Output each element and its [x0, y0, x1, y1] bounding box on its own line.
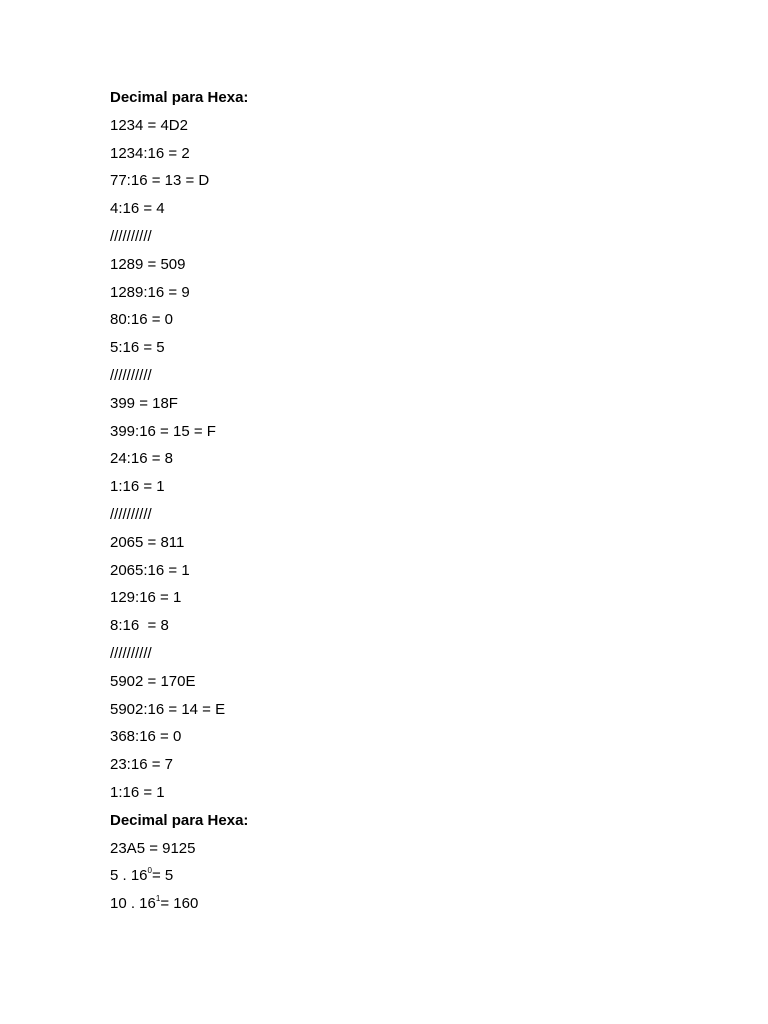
- power-exponent: 0: [147, 866, 152, 876]
- power-line: [110, 890, 710, 918]
- text-line: 23A5 = 9125: [110, 839, 196, 857]
- power-line: [110, 862, 710, 890]
- text-line: 5902 = 170E: [110, 672, 196, 690]
- text-line: 1234:16 = 2: [110, 144, 190, 162]
- separator-line: //////////: [110, 505, 152, 523]
- text-line: 368:16 = 0: [110, 728, 182, 746]
- separator-line: //////////: [110, 644, 152, 662]
- text-line: 1289 = 509: [110, 255, 186, 273]
- power-result: = 160: [160, 895, 199, 913]
- section-heading: Decimal para Hexa:: [110, 89, 249, 106]
- text-line: 23:16 = 7: [110, 756, 173, 774]
- power-result: = 5: [151, 867, 174, 885]
- power-base: 5 . 16: [110, 867, 148, 885]
- text-line: 8:16 = 8: [110, 617, 169, 635]
- text-line: 399:16 = 15 = F: [110, 422, 216, 440]
- text-line: 1289:16 = 9: [110, 283, 190, 301]
- power-exponent: 1: [155, 894, 161, 904]
- text-line: 24:16 = 8: [110, 450, 173, 468]
- power-base: 10 . 16: [110, 895, 156, 913]
- section-heading: Decimal para Hexa:: [110, 811, 249, 829]
- text-line: 2065 = 811: [110, 533, 185, 551]
- text-line: 129:16 = 1: [110, 589, 182, 607]
- text-line: 4:16 = 4: [110, 200, 165, 218]
- text-line: 399 = 18F: [110, 394, 178, 412]
- text-line: 1:16 = 1: [110, 478, 165, 496]
- text-line: 5902:16 = 14 = E: [110, 700, 226, 718]
- separator-line: //////////: [110, 227, 152, 245]
- text-line: 1:16 = 1: [110, 783, 165, 801]
- text-line: 1234 = 4D2: [110, 116, 188, 134]
- text-line: 80:16 = 0: [110, 311, 173, 329]
- document-page: [110, 84, 710, 918]
- text-line: 5:16 = 5: [110, 339, 165, 357]
- text-line: 2065:16 = 1: [110, 561, 190, 579]
- text-line: 77:16 = 13 = D: [110, 172, 210, 190]
- separator-line: //////////: [110, 366, 152, 384]
